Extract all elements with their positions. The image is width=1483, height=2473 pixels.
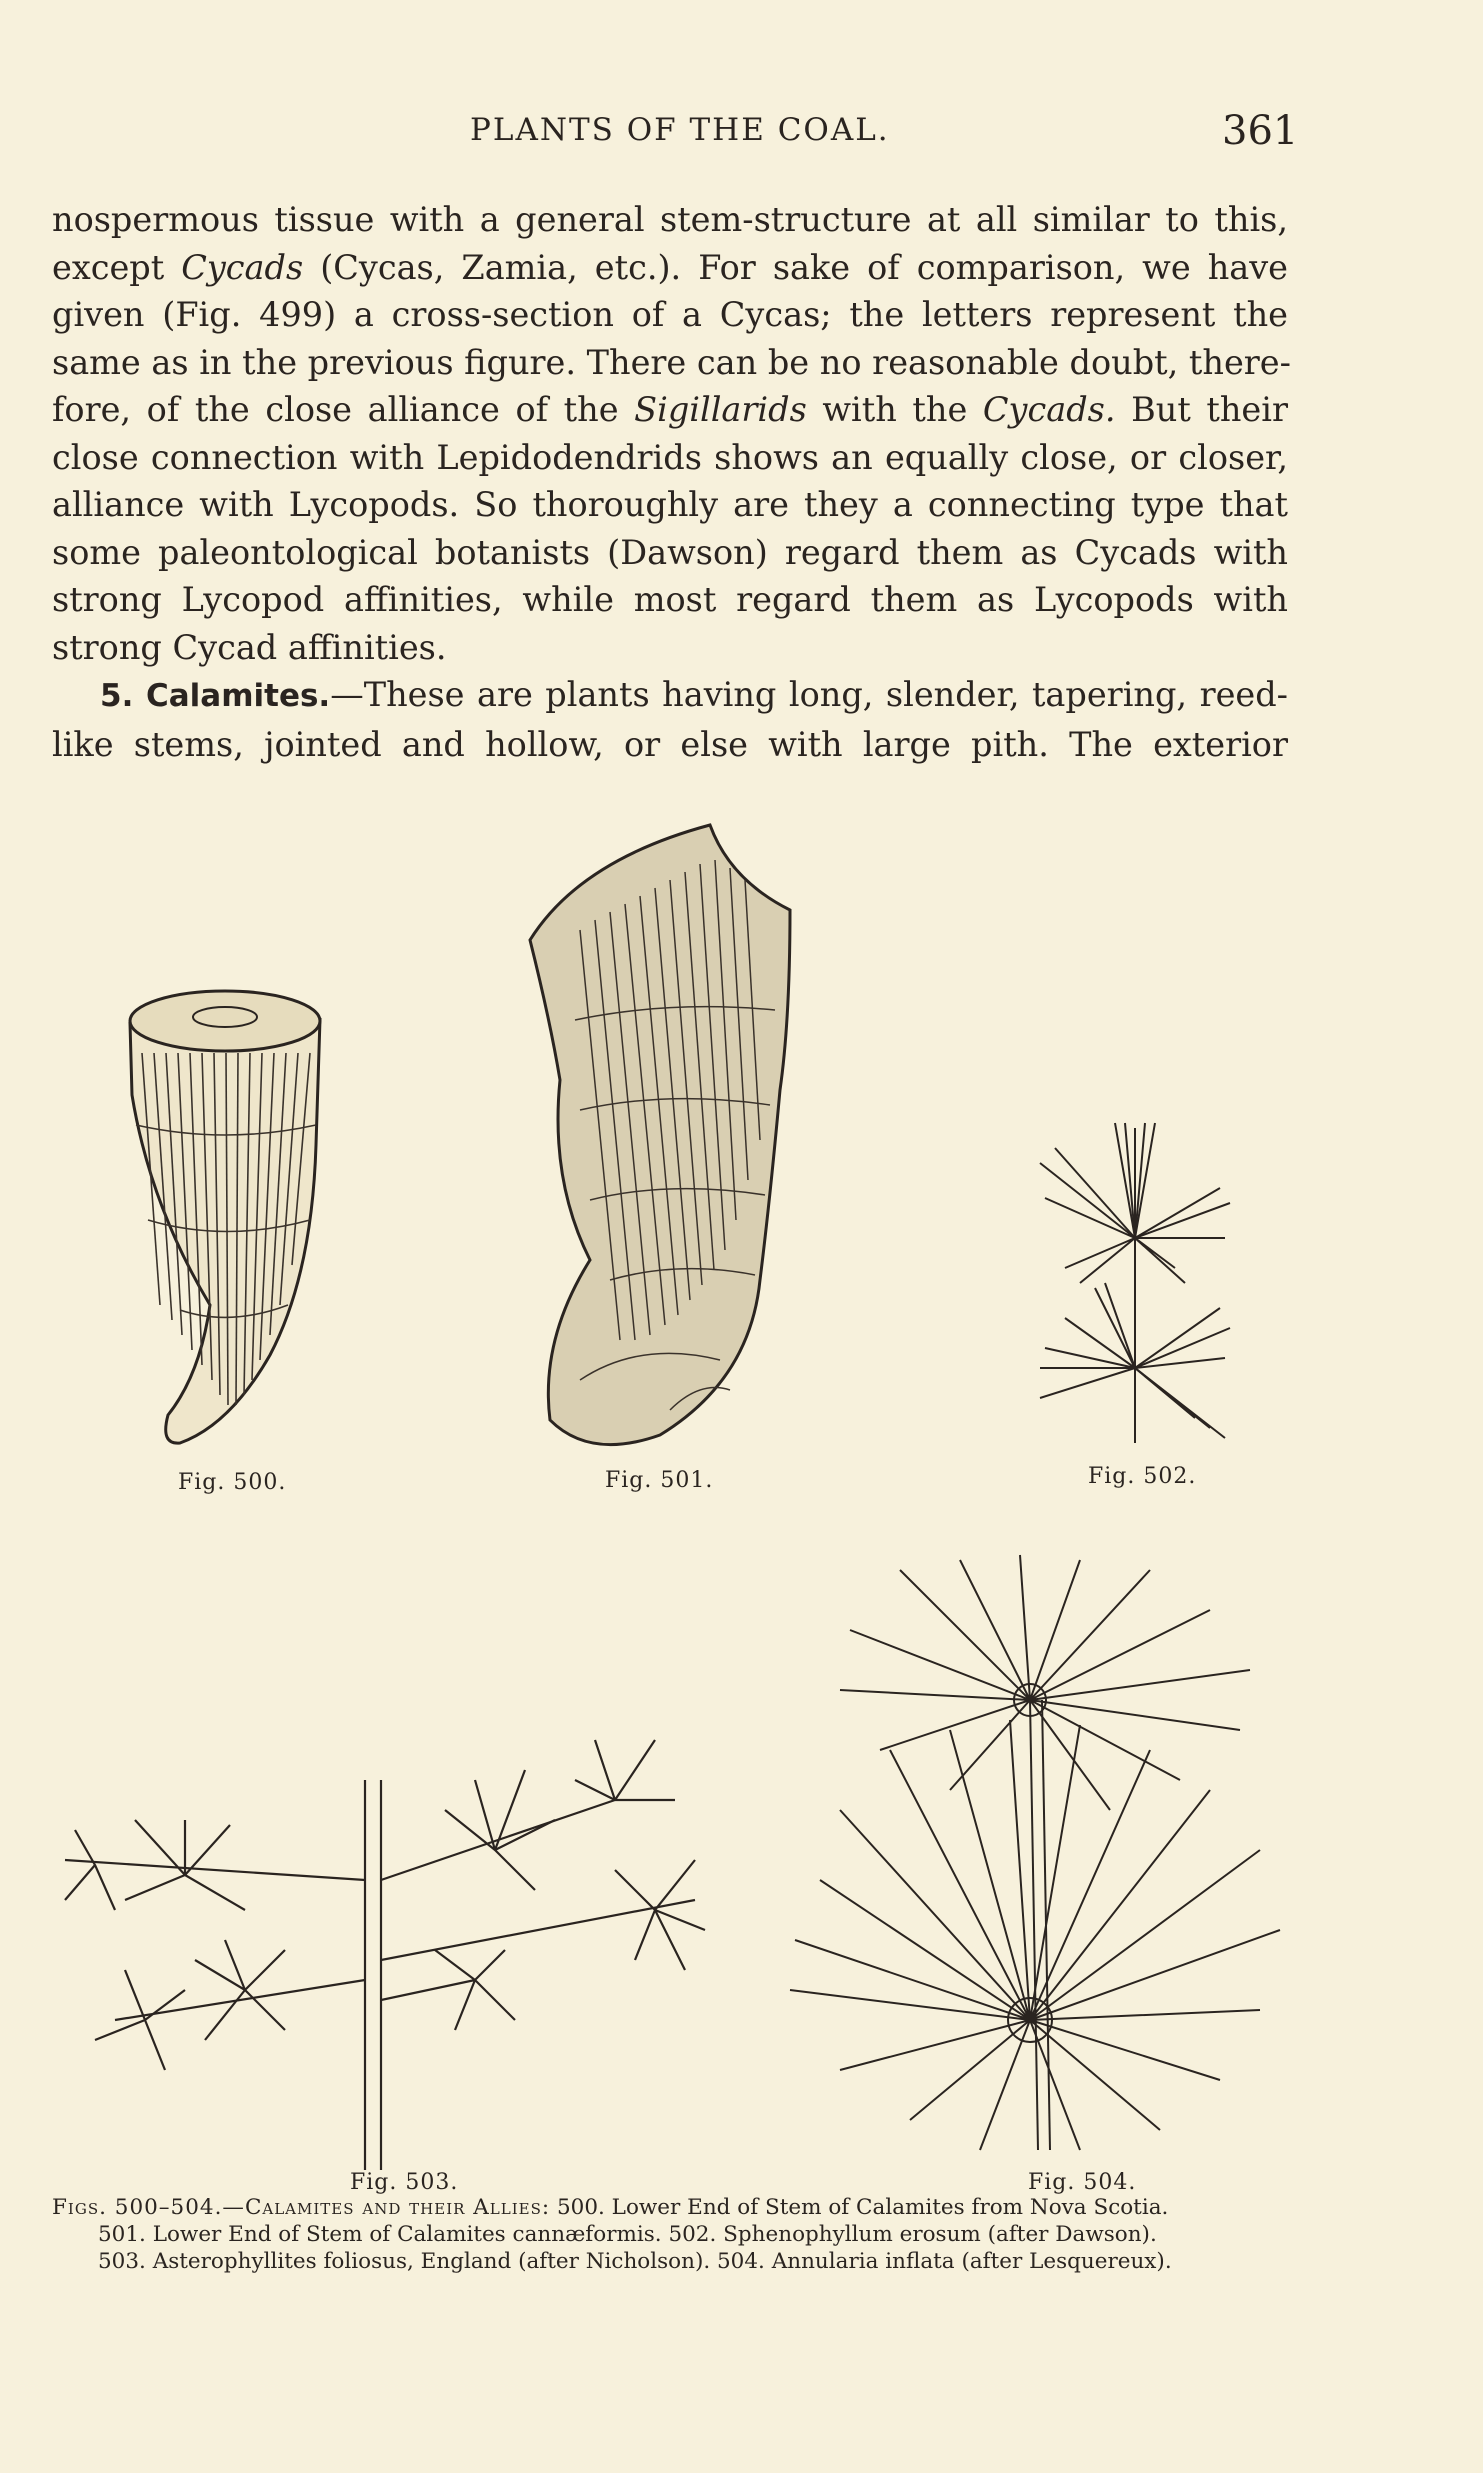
italic-term: Cycads. [982, 390, 1116, 429]
figure-503-label: Fig. 503. [350, 2170, 459, 2195]
figure-504-illustration [780, 1550, 1290, 2160]
text-line: strong Lycopod affinities, while most regard them as Lycopods with [52, 580, 1288, 619]
text-line: given (Fig. 499) a cross-section of a Cycas; the letters represent the [52, 295, 1288, 334]
text-line: 5. Calamites.—These are plants having long, slender, tapering, reed- [100, 675, 1289, 714]
figure-502-illustration [1035, 1118, 1235, 1448]
section-heading: 5. Calamites. [100, 678, 331, 714]
caption-line: Figs. 500–504.—Calamites and their Allies: 500. Lower End of Stem of Calamites from Nova Scotia. [52, 2195, 1169, 2220]
text-line: like stems, jointed and hollow, or else with large pith. The exterior [52, 724, 1288, 764]
text-line: same as in the previous figure. There can be no reasonable doubt, there- [52, 342, 1291, 382]
figure-502-label: Fig. 502. [1088, 1464, 1197, 1489]
figure-500-label: Fig. 500. [178, 1470, 287, 1495]
italic-term: Sigillarids [634, 390, 807, 429]
text-line: except Cycads (Cycas, Zamia, etc.). For sake of comparison, we have [52, 247, 1288, 287]
figure-500-illustration [120, 975, 330, 1455]
figure-501-illustration [520, 820, 800, 1460]
figure-503-illustration [55, 1700, 755, 2170]
body-text [52, 196, 1291, 768]
text-line: fore, of the close alliance of the Sigillarids with the Cycads. But their [52, 390, 1288, 429]
running-head: PLANTS OF THE COAL. [470, 112, 890, 148]
figure-504-label: Fig. 504. [1028, 2170, 1137, 2195]
text-line: strong Cycad affinities. [52, 627, 447, 667]
page-number: 361 [1222, 108, 1299, 154]
caption-line: 501. Lower End of Stem of Calamites cannæformis. 502. Sphenophyllum erosum (after Dawson). [98, 2222, 1157, 2247]
caption-line: 503. Asterophyllites foliosus, England (after Nicholson). 504. Annularia inflata (after Lesquereux). [98, 2249, 1172, 2274]
caption-title: Calamites and their Allies: [244, 2195, 551, 2220]
italic-term: Cycads [181, 247, 304, 287]
figure-caption [52, 2194, 1292, 2275]
figure-501-label: Fig. 501. [605, 1468, 714, 1493]
text-line: close connection with Lepidodendrids shows an equally close, or closer, [52, 437, 1288, 477]
text-line: nospermous tissue with a general stem-structure at all similar to this, [52, 200, 1288, 239]
text-line: alliance with Lycopods. So thoroughly are they a connecting type that [52, 485, 1288, 524]
text-line: some paleontological botanists (Dawson) regard them as Cycads with [52, 532, 1288, 572]
